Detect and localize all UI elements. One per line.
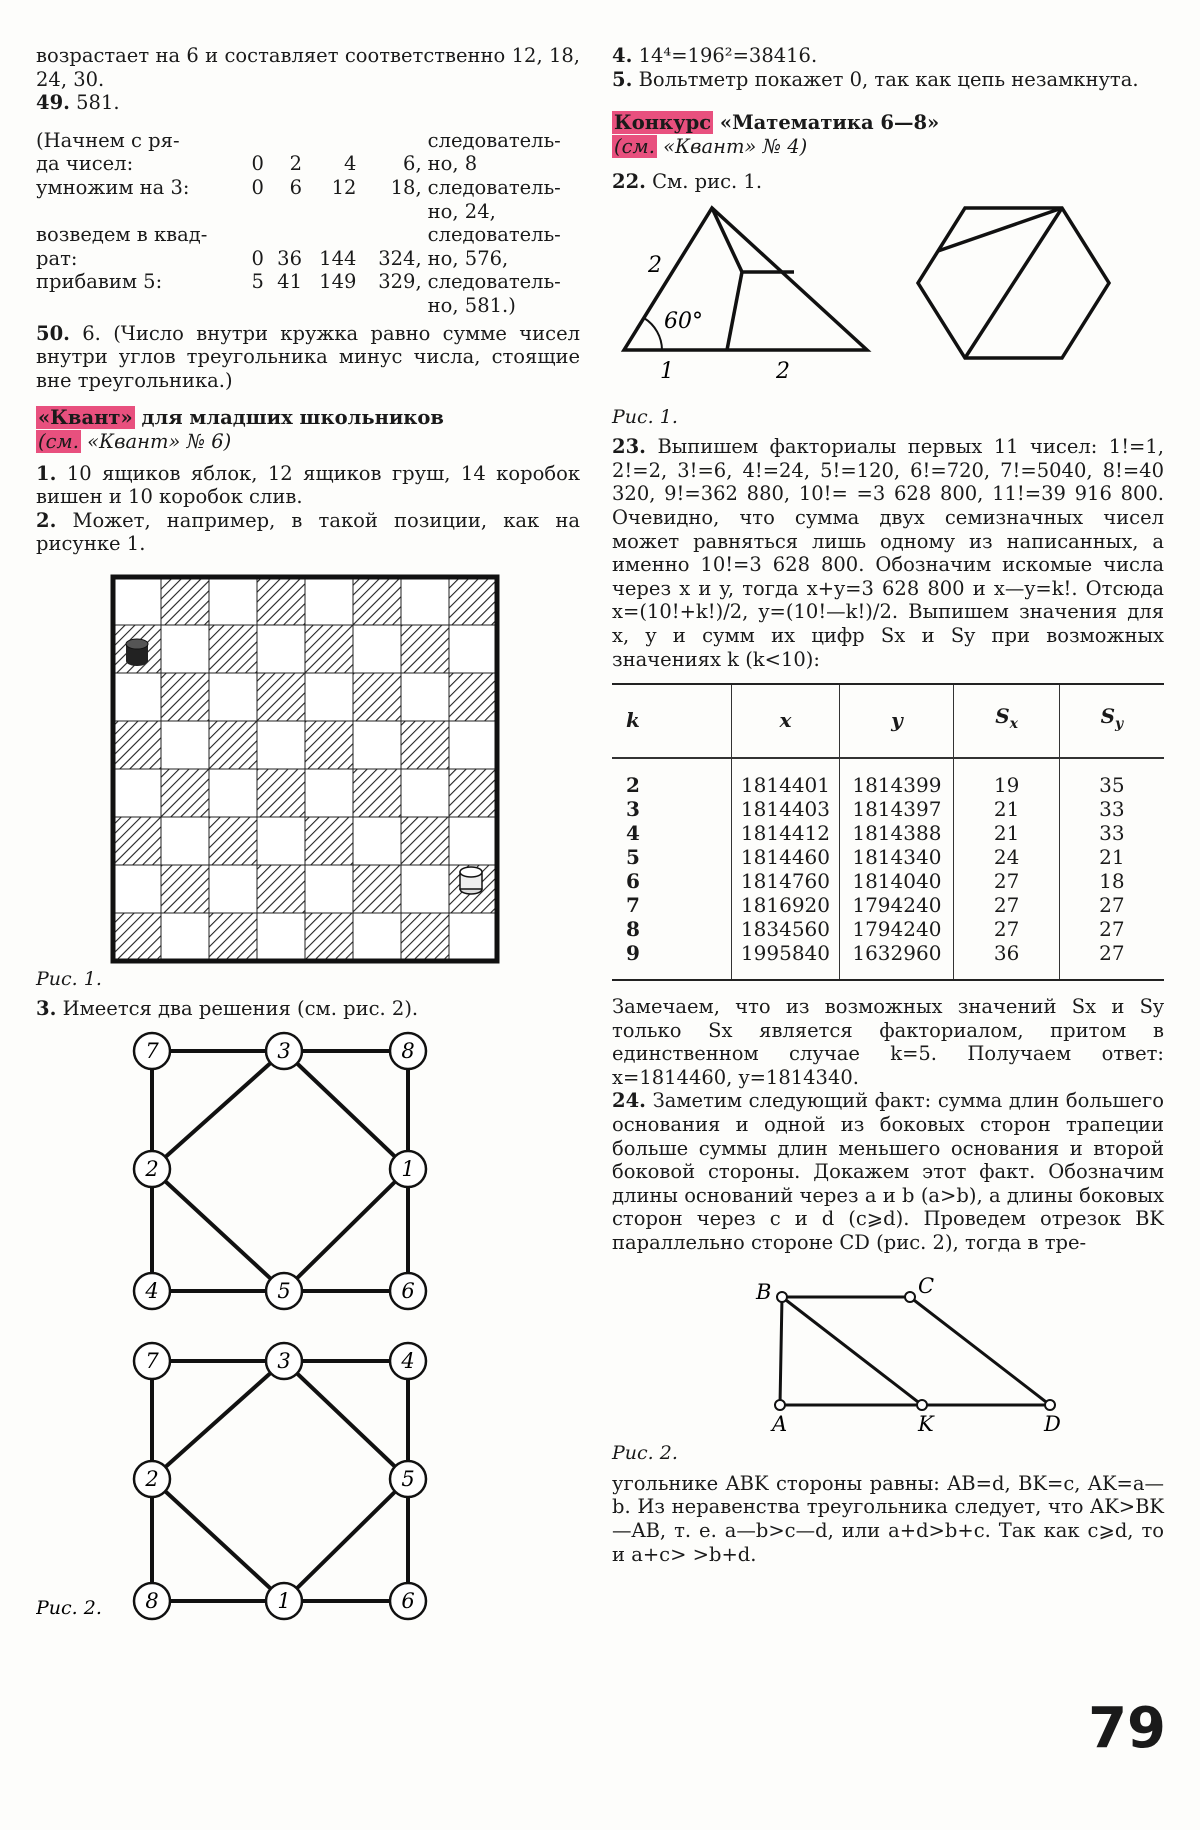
sequence-row (36, 152, 580, 176)
table-cell: 27 (954, 893, 1059, 917)
board-square (449, 769, 497, 817)
board-square (449, 625, 497, 673)
sequence-row (36, 200, 580, 224)
board-square (401, 913, 449, 961)
table-header: x (731, 684, 840, 758)
board-square (113, 865, 161, 913)
sequence-cell: но, 24, (427, 199, 496, 223)
table-cell: 27 (1099, 917, 1125, 942)
sequence-row (36, 176, 580, 200)
sequence-row (36, 270, 580, 294)
table-cell: 6 (612, 869, 731, 893)
board-square (401, 865, 449, 913)
graph-node-label: 3 (277, 1039, 291, 1064)
graph-node-label: 6 (401, 1279, 415, 1304)
graph-node-label: 8 (401, 1039, 415, 1064)
sequence-cell: но, 581.) (427, 293, 516, 317)
table-cell: 3 (612, 797, 731, 821)
board-square (257, 721, 305, 769)
graph-node-label: 1 (277, 1589, 291, 1614)
table-cell: 1632960 (840, 941, 954, 965)
sequence-cell (308, 223, 362, 247)
graph-node-label: 7 (145, 1039, 159, 1064)
board-square (113, 577, 161, 625)
table-cell: 21 (1099, 845, 1125, 870)
board-square (113, 769, 161, 817)
board-square (113, 673, 161, 721)
graph-node-label: 8 (145, 1589, 159, 1614)
sequence-cell (308, 200, 362, 224)
continuation-text: возрастает на 6 и составляет соответственно 12, 18, 24, 30. (36, 44, 580, 91)
sequence-cell (308, 294, 362, 318)
sequence-cell: следователь- (427, 270, 561, 294)
point-C-label: C (918, 1273, 935, 1298)
board-square (257, 913, 305, 961)
table-cell: 1794240 (840, 893, 954, 917)
sequence-cell (270, 200, 308, 224)
graph-node-label: 4 (145, 1279, 159, 1304)
triangle-angle-label: 60° (664, 308, 703, 334)
sequence-cell: следователь- (427, 128, 561, 152)
sequence-cell: умножим на 3: (36, 175, 190, 199)
page-number: 79 (1088, 1696, 1166, 1761)
sequence-cell: 36 (277, 246, 302, 270)
board-square (353, 577, 401, 625)
table-header (1059, 684, 1164, 758)
board-square (209, 721, 257, 769)
board-square (209, 673, 257, 721)
sequence-cell (362, 129, 427, 153)
hexagon-figure (918, 208, 1109, 358)
sequence-cell: (Начнем с ря- (36, 128, 180, 152)
board-square (449, 721, 497, 769)
board-square (161, 865, 209, 913)
table-cell: 1814460 (731, 845, 840, 869)
sequence-cell: 5 (251, 270, 264, 294)
right-column (612, 44, 1164, 1566)
header-text: $S_y$ (1100, 704, 1124, 733)
table-row (612, 941, 1164, 965)
board-square (209, 865, 257, 913)
board-square (449, 913, 497, 961)
board-square (449, 817, 497, 865)
header-text: $S_x$ (995, 704, 1018, 733)
board-square (353, 769, 401, 817)
answer-24-continued: угольнике ABK стороны равны: AB=d, BK=c, AK=a—b. Из неравенства треугольника следует, что AK>BK—AB, т. е. a—b>c—d, или a+d>b+c. Так как c⩾d, то и a+c> >b+d. (612, 1471, 1164, 1566)
graph-solution-2 (134, 1343, 426, 1619)
board-square (161, 913, 209, 961)
graph-node-label: 1 (401, 1157, 415, 1182)
board-square (209, 625, 257, 673)
graph-node-label: 2 (145, 1157, 159, 1182)
graph-edge (284, 1361, 408, 1479)
table-cell: 27 (1099, 941, 1125, 966)
sequence-cell (36, 200, 232, 224)
sequence-cell (270, 129, 308, 153)
sequence-cell: 0 (251, 246, 264, 270)
graph-node-label: 6 (401, 1589, 415, 1614)
sequence-row (36, 294, 580, 318)
sequence-cell (270, 223, 308, 247)
table-cell: 1816920 (731, 893, 840, 917)
left-column (36, 44, 580, 1655)
board-square (401, 769, 449, 817)
sequence-cell: 2 (289, 152, 302, 176)
graph-edge (152, 1479, 284, 1601)
board-square (353, 721, 401, 769)
board-square (257, 769, 305, 817)
sequence-cell (362, 200, 427, 224)
table-header (954, 684, 1059, 758)
board-square (161, 577, 209, 625)
fig2-caption-left: Рис. 2. (36, 1597, 102, 1620)
section-heading-kvant-juniors: «Квант» для младших школьников (см. «Квант» № 6) (38, 406, 444, 453)
graph-node-label: 3 (277, 1349, 291, 1374)
board-square (209, 769, 257, 817)
board-square (353, 865, 401, 913)
sequence-cell (308, 129, 362, 153)
graph-node-label: 5 (277, 1279, 291, 1304)
triangle-base2-label: 2 (776, 358, 790, 384)
sequence-cell: прибавим 5: (36, 270, 163, 294)
table-cell: 5 (612, 845, 731, 869)
sequence-row (36, 223, 580, 247)
board-square (305, 577, 353, 625)
board-square (305, 913, 353, 961)
answer-4: 4. 14⁴=196²=38416. (612, 44, 818, 67)
board-square (305, 625, 353, 673)
triangle-base1-label: 1 (660, 358, 674, 384)
graph-solutions-figure (36, 1029, 580, 1649)
sequence-cell: 18, (390, 175, 422, 199)
table-cell: 1794240 (840, 917, 954, 941)
board-square (113, 817, 161, 865)
section-heading-contest: Конкурс «Математика 6—8» (см. «Квант» № 4) (614, 111, 940, 158)
table-cell: 33 (1099, 821, 1125, 846)
table-cell: 24 (954, 845, 1059, 869)
sequence-cell: но, 576, (427, 246, 509, 270)
graph-node-label: 2 (145, 1467, 159, 1492)
sequence-cell: 41 (277, 270, 302, 294)
sequence-cell: возведем в квад- (36, 223, 208, 247)
chessboard-figure (110, 574, 510, 964)
board-square (161, 673, 209, 721)
sequence-cell (232, 129, 270, 153)
board-square (305, 865, 353, 913)
trapezoid-figure (612, 1273, 1164, 1433)
sequence-cell (362, 223, 427, 247)
sequence-cell (232, 223, 270, 247)
table-cell: 4 (612, 821, 731, 845)
sequence-cell: следователь- (427, 223, 561, 247)
sequence-cell: 329, (378, 270, 422, 294)
board-square (353, 817, 401, 865)
table-row (612, 821, 1164, 845)
table-cell: 2 (612, 773, 731, 797)
table-cell: 7 (612, 893, 731, 917)
graph-edge (284, 1479, 408, 1601)
sequence-cell: рат: (36, 246, 78, 270)
sequence-cell: 6, (403, 152, 422, 176)
board-square (401, 625, 449, 673)
fig1-caption-left: Рис. 1. (36, 967, 102, 990)
sequence-cell: 149 (319, 270, 357, 294)
board-square (305, 721, 353, 769)
table-cell: 1814340 (840, 845, 954, 869)
table-cell: 1995840 (731, 941, 840, 965)
table-cell: 9 (612, 941, 731, 965)
table-cell: 35 (1099, 773, 1125, 798)
graph-edge (152, 1051, 284, 1169)
sequence-cell (362, 294, 427, 318)
board-square (257, 865, 305, 913)
board-square (353, 625, 401, 673)
answer-5: 5. Вольтметр покажет 0, так как цепь незамкнута. (612, 67, 1139, 91)
table-cell: 33 (1099, 797, 1125, 822)
sequence-row (36, 129, 580, 153)
table-cell: 18 (1099, 869, 1125, 894)
board-square (353, 673, 401, 721)
sequence-table (36, 129, 580, 318)
board-square (401, 721, 449, 769)
board-square (161, 817, 209, 865)
point-B-label: B (756, 1279, 772, 1304)
table-header: y (840, 684, 954, 758)
point-D-label: D (1044, 1411, 1061, 1433)
table-row (612, 893, 1164, 917)
sequence-cell: 12 (331, 175, 357, 199)
board-square (113, 913, 161, 961)
triangle-side-label: 2 (648, 252, 662, 278)
board-square (449, 673, 497, 721)
board-square (353, 913, 401, 961)
sequence-cell (232, 294, 270, 318)
board-square (305, 769, 353, 817)
table-row (612, 797, 1164, 821)
board-square (401, 673, 449, 721)
answer-2: 2. Может, например, в такой позиции, как на рисунке 1. (36, 508, 581, 556)
table-row (612, 845, 1164, 869)
graph-solution-1 (134, 1033, 426, 1309)
fig1-caption-right: Рис. 1. (612, 405, 678, 428)
table-cell: 1814401 (731, 773, 840, 797)
board-square (209, 817, 257, 865)
answer-23: 23. Выпишем факториалы первых 11 чисел: 1!=1, 2!=2, 3!=6, 4!=24, 5!=120, 6!=720, 7!=5040, 8!=40 320, 9!=362 880, 10!= =3 628 800, 11!=39 916 800. Очевидно, что сумма двух семизначных чисел может равняться лишь одному из написанных, а именно 10!=3 628 800. Обозначим искомые числа через x и y, тогда x+y=3 628 800 и x—y=k!. Отсюда x=(10!+k!)/2, y=(10!—k!)/2. Выпишем значения для x, y и сумм их цифр Sx и Sy при возможных значениях k (k<10): (612, 435, 1164, 671)
table-row (612, 773, 1164, 797)
board-square (257, 625, 305, 673)
board-square (257, 577, 305, 625)
table-header: k (612, 684, 731, 758)
board-square (401, 817, 449, 865)
board-square (209, 913, 257, 961)
sequence-cell: следователь- (427, 175, 561, 199)
values-table (612, 683, 1164, 981)
sequence-cell: 144 (319, 246, 357, 270)
point-A-label: A (772, 1411, 788, 1433)
fig2-caption-right: Рис. 2. (612, 1442, 678, 1465)
sequence-row (36, 247, 580, 271)
answer-50: 50. 6. (Число внутри кружка равно сумме чисел внутри углов треугольника минус числа, стоящие вне треугольника.) (36, 321, 580, 392)
sequence-cell: 0 (251, 175, 264, 199)
table-cell: 1814397 (840, 797, 954, 821)
checker-piece-bottom-right (460, 867, 482, 894)
table-cell: 27 (954, 917, 1059, 941)
board-square (257, 673, 305, 721)
sequence-cell (36, 294, 232, 318)
answer-3: 3. Имеется два решения (см. рис. 2). (36, 997, 419, 1021)
board-square (305, 673, 353, 721)
answer-49: 49. 581. (36, 91, 120, 115)
table-cell: 36 (954, 941, 1059, 965)
after-table-text: Замечаем, что из возможных значений Sx и Sy только Sx является факториалом, притом в единственном случае k=5. Получаем ответ: x=1814460, y=1814340. (612, 995, 1164, 1089)
table-cell: 19 (954, 773, 1059, 797)
board-square (401, 577, 449, 625)
sequence-cell: 324, (378, 246, 422, 270)
board-square (257, 817, 305, 865)
graph-node-label: 7 (145, 1349, 159, 1374)
graph-edge (152, 1361, 284, 1479)
triangle-hexagon-figure (612, 200, 1164, 390)
board-square (161, 721, 209, 769)
triangle-figure (624, 208, 867, 350)
checker-piece-top-left (126, 639, 148, 666)
table-cell: 1814760 (731, 869, 840, 893)
graph-node-label: 4 (401, 1349, 415, 1374)
answer-24: 24. Заметим следующий факт: сумма длин большего основания и одной из боковых сторон трапеции больше суммы длин меньшего основания и второй боковой стороны. Докажем этот факт. Обозначим длины оснований через a и b (a>b), а длины боковых сторон через c и d (c⩾d). Проведем отрезок BK параллельно стороне CD (рис. 2), тогда в тре- (612, 1089, 1164, 1255)
board-square (305, 817, 353, 865)
table-cell: 1814040 (840, 869, 954, 893)
table-cell: 1834560 (731, 917, 840, 941)
sequence-cell (270, 294, 308, 318)
sequence-cell: 4 (343, 152, 357, 176)
table-row (612, 869, 1164, 893)
table-cell: 1814388 (840, 821, 954, 845)
table-cell: 21 (954, 797, 1059, 821)
table-cell: 1814403 (731, 797, 840, 821)
table-cell: 21 (954, 821, 1059, 845)
graph-edge (152, 1169, 284, 1291)
graph-edge (284, 1051, 408, 1169)
table-row (612, 917, 1164, 941)
board-square (209, 577, 257, 625)
board-square (161, 769, 209, 817)
table-cell: 8 (612, 917, 731, 941)
table-cell: 27 (1099, 893, 1125, 918)
board-square (449, 577, 497, 625)
graph-node-label: 5 (401, 1467, 415, 1492)
answer-1: 1. 10 ящиков яблок, 12 ящиков груш, 14 коробок вишен и 10 коробок слив. (36, 461, 581, 509)
point-K-label: K (918, 1411, 934, 1433)
table-cell: 27 (954, 869, 1059, 893)
sequence-cell (232, 200, 270, 224)
board-square (161, 625, 209, 673)
board-square (113, 721, 161, 769)
answer-22: 22. См. рис. 1. (612, 170, 763, 194)
sequence-cell: 0 (251, 152, 264, 176)
sequence-cell: но, 8 (427, 152, 478, 176)
sequence-cell: 6 (289, 175, 302, 199)
sequence-cell: да чисел: (36, 152, 134, 176)
table-cell: 1814412 (731, 821, 840, 845)
table-cell: 1814399 (840, 773, 954, 797)
graph-edge (284, 1169, 408, 1291)
